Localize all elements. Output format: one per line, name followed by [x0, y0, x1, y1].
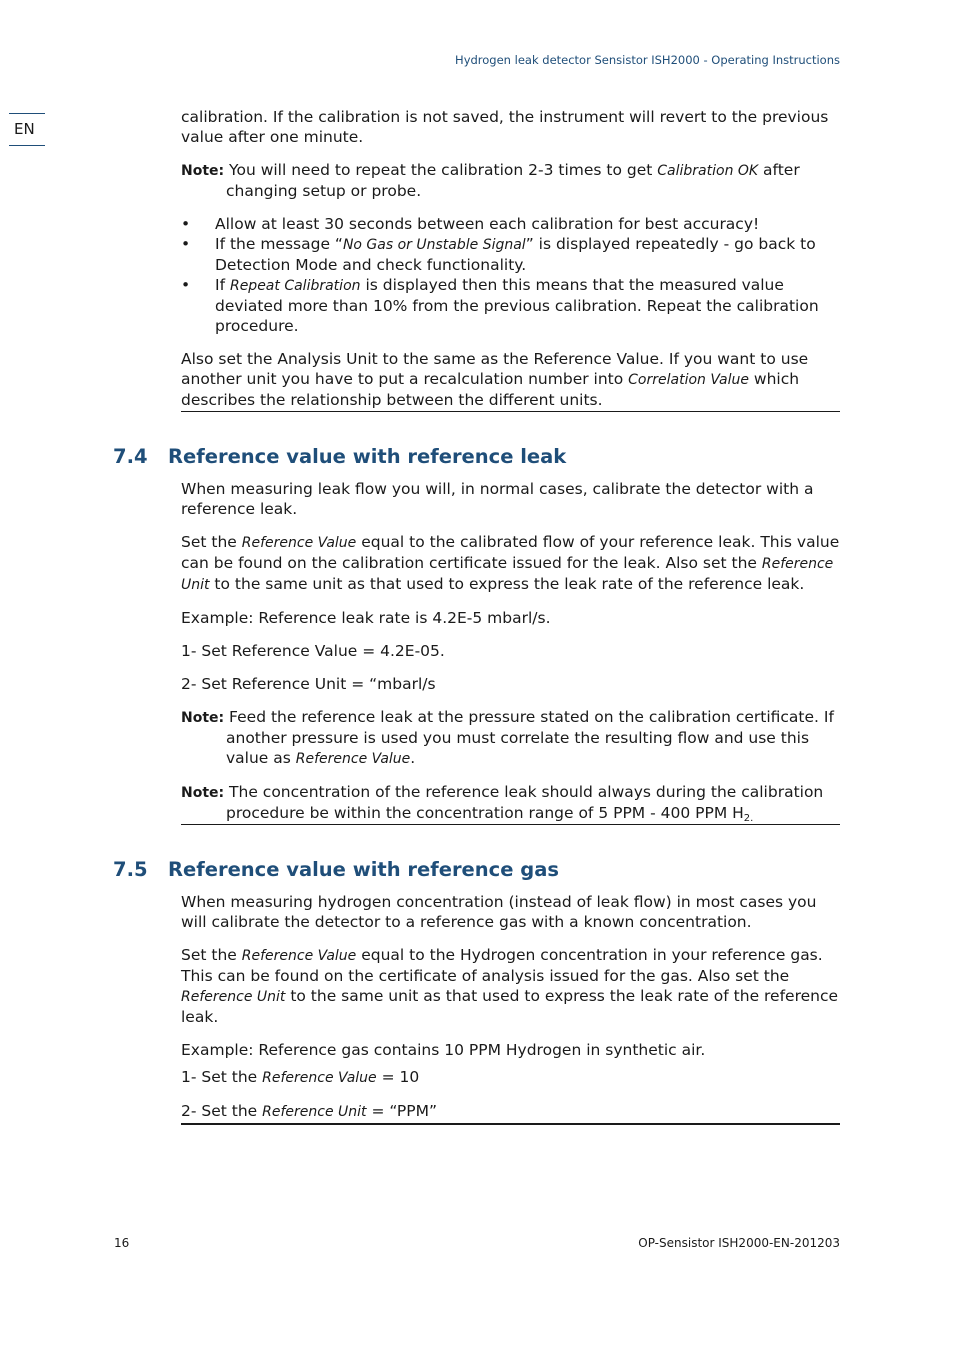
note: [181, 782, 840, 823]
paragraph-italic: Reference Unit: [181, 989, 286, 1005]
paragraph: [181, 532, 840, 595]
note-text: The concentration of the reference leak should always during the calibration procedure be within the concentration range of 5 PPM - 400 PPM H: [224, 783, 824, 822]
language-tab-bottom-rule: [9, 145, 45, 146]
intro-note: [181, 160, 840, 201]
paragraph-text: Set the: [181, 946, 242, 964]
list-item-italic: No Gas or Unstable Signal: [342, 237, 526, 253]
note-italic-term: Reference Value: [295, 751, 411, 767]
step-text: 1- Set the: [181, 1068, 263, 1086]
list-item-text: If: [215, 276, 230, 294]
list-item: [181, 234, 840, 275]
paragraph-italic: Reference Value: [241, 535, 357, 551]
step-line: [181, 1067, 840, 1088]
note-text: Feed the reference leak at the pressure stated on the calibration certificate. If another pressure is used you must correlate the resulting flow and use this value as: [224, 708, 834, 767]
section-7-5-body: [181, 892, 840, 1125]
step-italic: Reference Unit: [262, 1104, 367, 1120]
section-number: 7.4: [113, 445, 148, 468]
step-line: 2- Set Reference Unit = “mbarl/s: [181, 675, 436, 693]
bullet-icon: •: [181, 276, 191, 294]
subscript: 2.: [743, 813, 754, 824]
section-title: Reference value with reference leak: [168, 445, 567, 468]
paragraph-text: to the same unit as that used to express the leak rate of the reference leak.: [181, 987, 839, 1026]
step-text: 2- Set the: [181, 1102, 263, 1120]
list-item-text: If the message “: [215, 235, 343, 253]
section-number: 7.5: [113, 858, 148, 881]
page-number: 16: [114, 1236, 130, 1250]
paragraph-italic: Reference Unit: [181, 556, 834, 593]
list-item: [181, 214, 840, 234]
paragraph-italic: Reference Value: [241, 948, 357, 964]
note-label: Note:: [181, 710, 225, 726]
note-label: Note:: [181, 785, 225, 801]
paragraph-text: Set the: [181, 533, 242, 551]
paragraph: [181, 945, 840, 1027]
paragraph-italic: Correlation Value: [628, 372, 749, 388]
step-italic: Reference Value: [262, 1070, 377, 1086]
paragraph: When measuring leak flow you will, in normal cases, calibrate the detector with a reference leak.: [181, 480, 814, 518]
paragraph-text: equal to the Hydrogen concentration in your reference gas. This can be found on the certificate of analysis issued for the gas. Also set the: [181, 946, 823, 985]
bullet-icon: •: [181, 235, 191, 253]
example-line: Example: Reference leak rate is 4.2E-5 mbarl/s.: [181, 609, 551, 627]
document-id: OP-Sensistor ISH2000-EN-201203: [638, 1236, 840, 1250]
bullet-icon: •: [181, 215, 191, 233]
example-line: Example: Reference gas contains 10 PPM Hydrogen in synthetic air.: [181, 1041, 706, 1059]
list-item-text-end: ” is displayed repeatedly - go back to Detection Mode and check functionality.: [215, 235, 816, 274]
note-text-end: after changing setup or probe.: [226, 161, 800, 200]
note-italic-term: Calibration OK: [657, 163, 759, 179]
section-title: Reference value with reference gas: [168, 858, 559, 881]
paragraph-text: to the same unit as that used to express the leak rate of the reference leak.: [209, 575, 805, 593]
language-code: EN: [14, 120, 35, 138]
bullet-list: [181, 214, 840, 336]
intro-block: [181, 107, 840, 412]
step-line: 1- Set Reference Value = 4.2E-05.: [181, 642, 445, 660]
section-7-4-body: [181, 479, 840, 825]
analysis-unit-paragraph: [181, 349, 840, 410]
step-text-end: = “PPM”: [366, 1102, 438, 1120]
paragraph-text: equal to the calibrated flow of your reference leak. This value can be found on the calibration certificate issued for the leak. Also set the: [181, 533, 840, 572]
section-heading-7-5: [113, 858, 840, 882]
section-heading-7-4: [113, 445, 840, 469]
paragraph: When measuring hydrogen concentration (instead of leak flow) in most cases you will calibrate the detector to a reference gas with a known concentration.: [181, 893, 817, 931]
step-line: [181, 1101, 840, 1122]
note-text-end: .: [410, 749, 416, 767]
running-header: Hydrogen leak detector Sensistor ISH2000 - Operating Instructions: [455, 53, 840, 67]
paragraph-text: Also set the Analysis Unit to the same as the Reference Value. If you want to use another unit you have to put a recalculation number into: [181, 350, 809, 388]
language-tab: [9, 113, 45, 146]
paragraph-text-end: which describes the relationship between the different units.: [181, 370, 800, 409]
page-content: [113, 107, 840, 1125]
list-item: [181, 275, 840, 336]
list-item-italic: Repeat Calibration: [229, 278, 361, 294]
intro-paragraph: calibration. If the calibration is not saved, the instrument will revert to the previous value after one minute.: [181, 108, 829, 146]
list-item-text-end: is displayed then this means that the measured value deviated more than 10% from the previous calibration. Repeat the calibration procedure.: [215, 276, 819, 335]
step-text-end: = 10: [376, 1068, 420, 1086]
note-label: Note:: [181, 163, 225, 179]
note: [181, 707, 840, 769]
note-text: You will need to repeat the calibration 2-3 times to get: [224, 161, 658, 179]
list-item-text: Allow at least 30 seconds between each calibration for best accuracy!: [215, 215, 760, 233]
